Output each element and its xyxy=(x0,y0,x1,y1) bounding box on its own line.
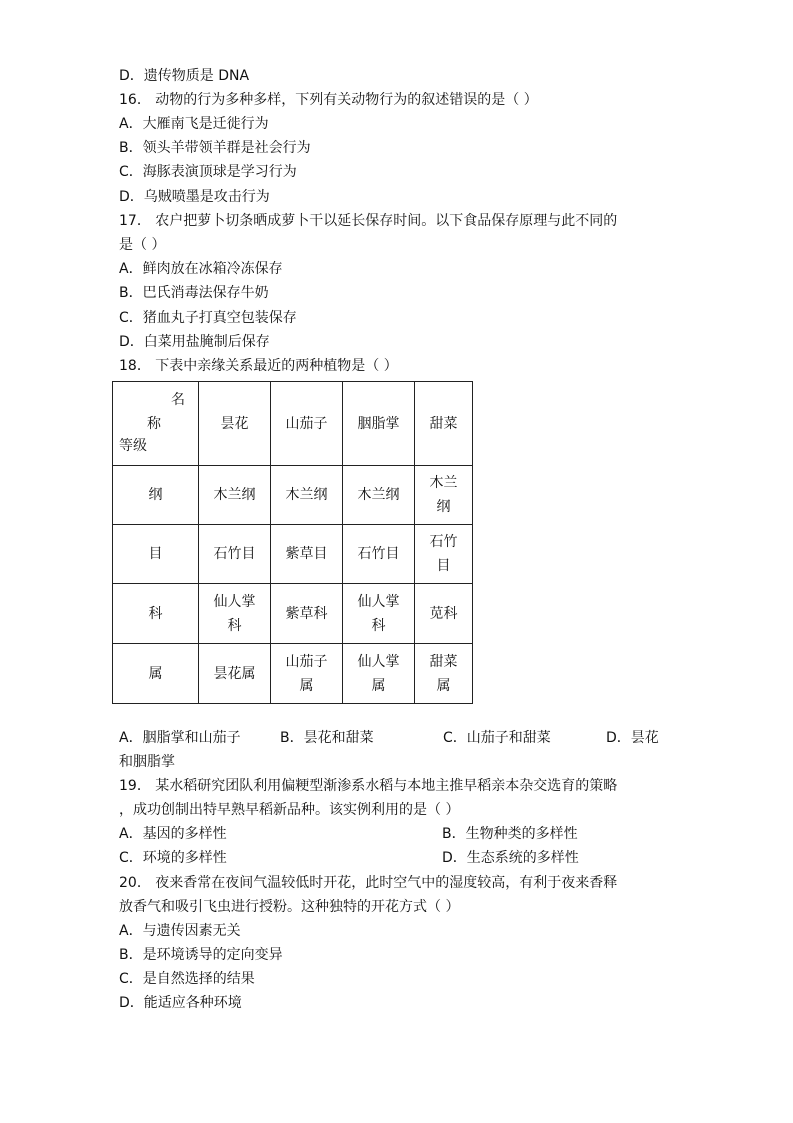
table-row xyxy=(113,584,473,644)
q19-option-c: C．环境的多样性 xyxy=(119,850,227,866)
table-cell: 仙人掌 科 xyxy=(199,584,271,644)
q18-stem: 18． 下表中亲缘关系最近的两种植物是（ ） xyxy=(119,358,398,374)
q20-option-d: D．能适应各种环境 xyxy=(119,995,242,1011)
corner-name-1: 名 xyxy=(171,392,185,408)
plant-header: 山茄子 xyxy=(271,382,343,466)
q16-option-b: B．领头羊带领羊群是社会行为 xyxy=(119,140,311,156)
q17-option-d: D．白菜用盐腌制后保存 xyxy=(119,334,270,350)
rank-cell: 科 xyxy=(113,584,199,644)
q19-option-b: B．生物种类的多样性 xyxy=(442,826,578,842)
table-cell: 苋科 xyxy=(415,584,473,644)
q18-option-d: D．昙花 xyxy=(606,730,659,746)
table-row xyxy=(113,466,473,525)
q18-option-c: C．山茄子和甜菜 xyxy=(443,730,551,746)
q17-option-b: B．巴氏消毒法保存牛奶 xyxy=(119,285,269,301)
q19-stem-line2: ，成功创制出特早熟早稻新品种。该实例利用的是（ ） xyxy=(119,802,460,818)
q20-option-a: A．与遗传因素无关 xyxy=(119,923,241,939)
table-cell: 仙人掌 科 xyxy=(343,584,415,644)
q18-option-a: A．胭脂掌和山茄子 xyxy=(119,730,241,746)
q18-option-d-continued: 和胭脂掌 xyxy=(119,754,175,770)
table-cell: 木兰纲 xyxy=(199,466,271,525)
q16-option-c: C．海豚表演顶球是学习行为 xyxy=(119,164,297,180)
table-cell: 石竹 目 xyxy=(415,525,473,584)
table-cell: 甜菜 属 xyxy=(415,644,473,704)
table-row xyxy=(113,525,473,584)
table-cell: 石竹目 xyxy=(199,525,271,584)
table-cell: 木兰纲 xyxy=(343,466,415,525)
table-cell: 木兰纲 xyxy=(271,466,343,525)
q20-option-c: C．是自然选择的结果 xyxy=(119,971,255,987)
q19-option-d: D．生态系统的多样性 xyxy=(442,850,579,866)
q19-option-a: A．基因的多样性 xyxy=(119,826,227,842)
q19-stem-line1: 19． 某水稻研究团队利用偏粳型渐渗系水稻与本地主推早稻亲本杂交选育的策略 xyxy=(119,778,618,794)
table-cell: 紫草科 xyxy=(271,584,343,644)
table-cell: 昙花属 xyxy=(199,644,271,704)
table-cell: 仙人掌 属 xyxy=(343,644,415,704)
table-corner-header xyxy=(113,382,199,466)
q17-option-c: C．猪血丸子打真空包装保存 xyxy=(119,310,297,326)
q18-option-b: B．昙花和甜菜 xyxy=(280,730,374,746)
q17-stem-line2: 是（ ） xyxy=(119,237,166,253)
q17-option-a: A．鲜肉放在冰箱冷冻保存 xyxy=(119,261,283,277)
rank-cell: 属 xyxy=(113,644,199,704)
rank-cell: 纲 xyxy=(113,466,199,525)
classification-table xyxy=(112,381,473,704)
table-cell: 山茄子 属 xyxy=(271,644,343,704)
corner-name-2: 称 xyxy=(147,416,161,432)
q16-option-d: D．乌贼喷墨是攻击行为 xyxy=(119,189,270,205)
plant-header: 昙花 xyxy=(199,382,271,466)
q20-stem-line2: 放香气和吸引飞虫进行授粉。这种独特的开花方式（ ） xyxy=(119,899,460,915)
table-cell: 木兰 纲 xyxy=(415,466,473,525)
rank-cell: 目 xyxy=(113,525,199,584)
corner-level: 等级 xyxy=(119,438,147,454)
q20-option-b: B．是环境诱导的定向变异 xyxy=(119,947,283,963)
table-cell: 紫草目 xyxy=(271,525,343,584)
table-cell: 石竹目 xyxy=(343,525,415,584)
q15-option-d: D．遗传物质是 DNA xyxy=(119,68,250,84)
plant-header: 甜菜 xyxy=(415,382,473,466)
q20-stem-line1: 20． 夜来香常在夜间气温较低时开花，此时空气中的湿度较高，有利于夜来香释 xyxy=(119,875,618,891)
q16-stem: 16． 动物的行为多种多样，下列有关动物行为的叙述错误的是（ ） xyxy=(119,92,538,108)
table-row xyxy=(113,644,473,704)
plant-header: 胭脂掌 xyxy=(343,382,415,466)
q17-stem-line1: 17． 农户把萝卜切条晒成萝卜干以延长保存时间。以下食品保存原理与此不同的 xyxy=(119,213,618,229)
q16-option-a: A．大雁南飞是迁徙行为 xyxy=(119,116,269,132)
